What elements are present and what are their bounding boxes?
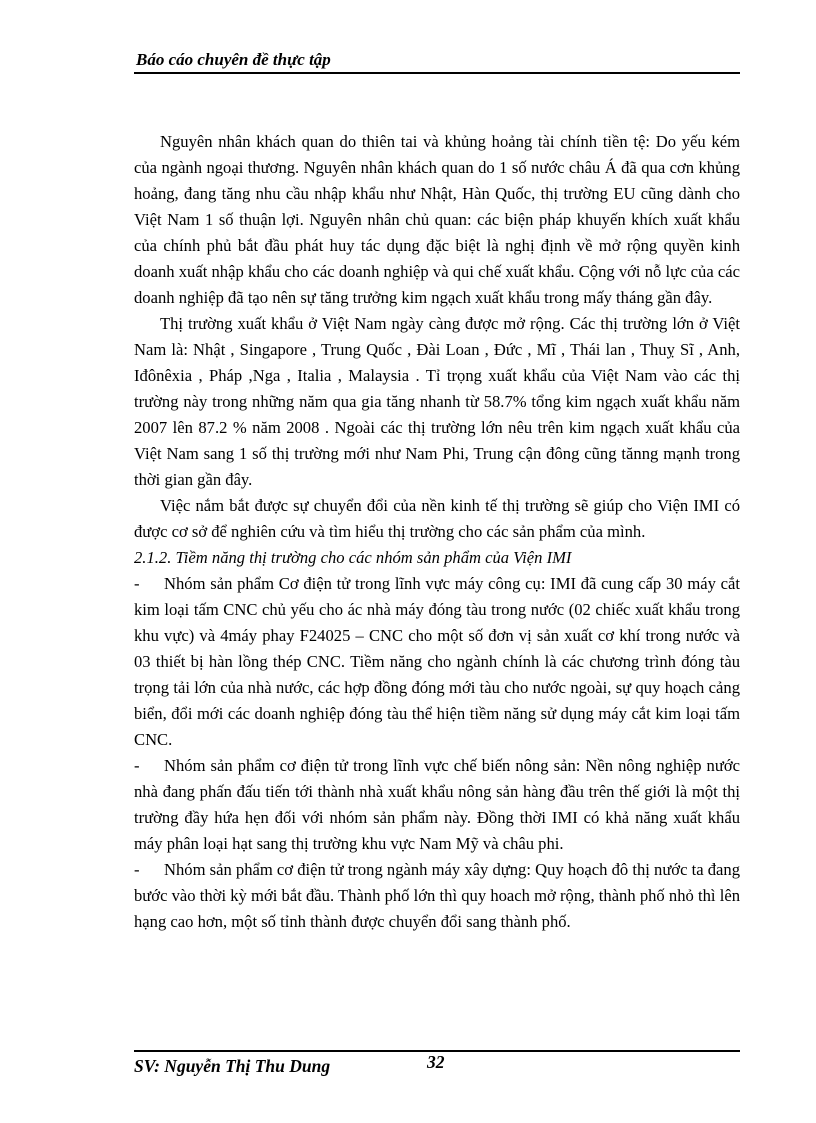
paragraph-causes: Nguyên nhân khách quan do thiên tai và khủng hoảng tài chính tiền tệ: Do yếu kém của ngành ngoại thương. Nguyên nhân khách quan do 1 số nước châu Á đã qua cơn khủng hoảng, đang tăng nhu cầu nhập khẩu như Nhật, Hàn Quốc, thị trường EU cũng dành cho Việt Nam 1 số thuận lợi. Nguyên nhân chủ quan: các biện pháp khuyến khích xuất khẩu của chính phủ bắt đầu phát huy tác dụng đặc biệt là nghị định về mở rộng quyền kinh doanh xuất nhập khẩu cho các doanh nghiệp và qui chế xuất khẩu. Cộng với nỗ lực của các doanh nghiệp đã tạo nên sự tăng trưởng kim ngạch xuất khẩu trong mấy tháng gần đây. <box>134 132 740 307</box>
section-heading: 2.1.2. Tiềm năng thị trường cho các nhóm sản phẩm của Viện IMI <box>134 548 572 567</box>
bullet-marker: - <box>134 574 140 593</box>
document-body <box>134 129 740 935</box>
bullet-marker: - <box>134 756 140 775</box>
page-header <box>134 50 740 70</box>
bullet-item-machine-tools <box>134 571 740 753</box>
bullet-text: Nhóm sản phẩm cơ điện tử trong ngành máy xây dựng: Quy hoạch đô thị nước ta đang bước vào thời kỳ mới bắt đầu. Thành phố lớn thì quy hoach mở rộng, thành phố nhỏ thì lên hạng cao hơn, một số tỉnh thành được chuyển đổi sang thành phố. <box>134 860 740 931</box>
bullet-text: Nhóm sản phẩm Cơ điện tử trong lĩnh vực máy công cụ: IMI đã cung cấp 30 máy cắt kim loại tấm CNC chủ yếu cho ác nhà máy đóng tàu trong nước (02 chiếc xuất khẩu trong khu vực) và 4máy phay F24025 – CNC cho một số đơn vị sản xuất cơ khí trong nước và 03 thiết bị hàn lồng thép CNC. Tiềm năng cho ngành chính là các chương trình đóng tàu trọng tải lớn của nhà nước, các hợp đồng đóng mới tàu cho nước ngoài, sự quy hoạch cảng biển, đổi mới các doanh nghiệp đóng tàu thể hiện tiềm năng sử dụng máy cắt kim loại tấm CNC. <box>134 574 740 749</box>
header-rule <box>134 72 740 74</box>
page-footer <box>134 1050 740 1080</box>
page-number: 32 <box>427 1052 445 1072</box>
student-name: SV: Nguyễn Thị Thu Dung <box>134 1056 331 1076</box>
bullet-item-agriculture <box>134 753 740 857</box>
paragraph-imi: Việc nắm bắt được sự chuyển đổi của nền kinh tế thị trường sẽ giúp cho Viện IMI có được cơ sở để nghiên cứu và tìm hiểu thị trường cho các sản phẩm của mình. <box>134 496 740 541</box>
bullet-text: Nhóm sản phẩm cơ điện tử trong lĩnh vực chế biến nông sản: Nền nông nghiệp nước nhà đang phấn đấu tiến tới thành nhà xuất khẩu nông sản hàng đầu trên thế giới là một thị trường đầy hứa hẹn đối với nhóm sản phẩm này. Đồng thời IMI có khả năng xuất khẩu máy phân loại hạt sang thị trường khu vực Nam Mỹ và châu phi. <box>134 756 740 853</box>
paragraph-markets: Thị trường xuất khẩu ở Việt Nam ngày càng được mở rộng. Các thị trường lớn ở Việt Nam là: Nhật , Singapore , Trung Quốc , Đài Loan , Đức , Mĩ , Thái lan , Thuỵ Sĩ , Anh, Iđônêxia , Pháp ,Nga , Italia , Malaysia . Tỉ trọng xuất khẩu của Việt Nam vào các thị trường này trong những năm qua gia tăng nhanh từ 58.7% tổng kim ngạch xuất khẩu năm 2007 lên 87.2 % năm 2008 . Ngoài các thị trường lớn nêu trên kim ngạch xuất khẩu của Việt Nam sang 1 số thị trường mới như Nam Phi, Trung cận đông cũng tănng mạnh trong thời gian gần đây. <box>134 314 740 489</box>
report-title: Báo cáo chuyên đề thực tập <box>136 50 331 69</box>
bullet-marker: - <box>134 860 140 879</box>
bullet-item-construction <box>134 857 740 935</box>
